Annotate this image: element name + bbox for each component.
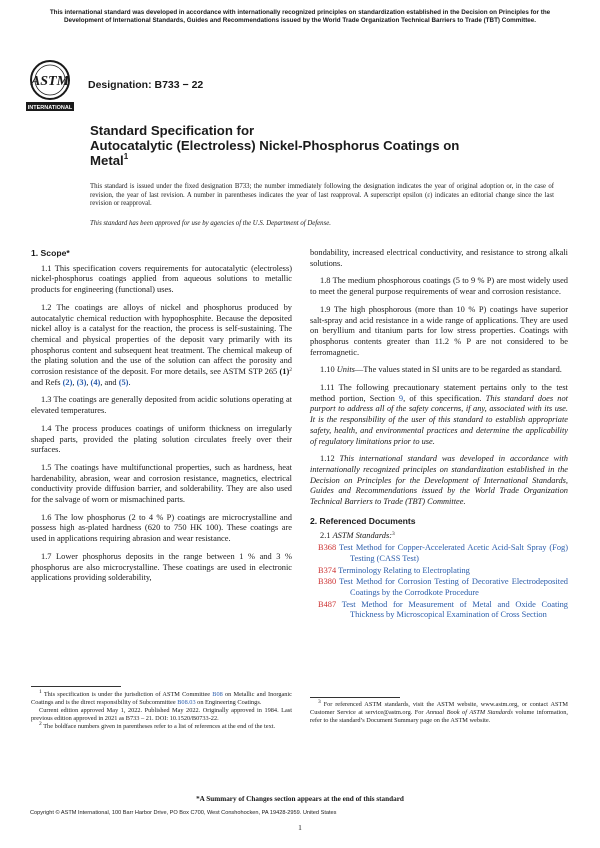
- paragraph-1-6: 1.6 The low phosphorus (2 to 4 % P) coatings are microcrystalline and possess high as-plated hardness (620 to 750 HK 100). These coatings are used in applications requiring abrasion and wear resistance.: [31, 512, 292, 544]
- title-line-3: Metal$^1$: [90, 152, 129, 169]
- copyright-line: Copyright © ASTM International, 100 Barr Harbor Drive, PO Box C700, West Conshohocken, PA 19428-2959. United States: [30, 810, 337, 816]
- top-notice: This international standard was developed in accordance with internationally recognized principles on standardization established in the Decision on Principles for the Development of International Standards, Guides and Recommendations issued by the World Trade Organization Technical Barriers to Trade (TBT) Committee.: [49, 9, 551, 25]
- ref-link[interactable]: (2): [62, 377, 73, 387]
- footnotes-right: [310, 701, 568, 725]
- logo-subtext: INTERNATIONAL: [27, 105, 73, 111]
- astm-standards-list: [310, 543, 568, 621]
- document-title: [90, 123, 540, 169]
- logo-text: ASTM: [30, 74, 70, 89]
- footnote-1-edition: Current edition approved May 1, 2022. Published May 2022. Originally approved in 1984. Last previous edition approved in 2021 as B733 – 21. DOI: 10.1520/B0733-22.: [31, 707, 292, 723]
- astm-logo: [24, 58, 76, 114]
- intro-note: This standard is issued under the fixed designation B733; the number immediately following the designation indicates the year of original adoption or, in the case of revision, the year of last revision. A number in parentheses indicates the year of last reapproval. A superscript epsilon (ε) indicates an editorial change since the last revision or reapproval.: [90, 183, 554, 208]
- paragraph-1-12: 1.12 This international standard was developed in accordance with internationally recognized principles on standardization established in the Decision on Principles for the Development of International Standards, Guides and Recommendations issued by the World Trade Organization Technical Barriers to Trade (TBT) Committee.: [310, 454, 568, 507]
- footnote-2: $^2$ The boldface numbers given in parentheses refer to a list of references at the end of the text.: [39, 721, 276, 731]
- footnote-3: $^3$ For referenced ASTM standards, visit the ASTM website, www.astm.org, or contact ASTM Customer Service at service@astm.org. For Annual Book of ASTM Standards volume information, refer to the standard’s Document Summary page on the ASTM website.: [310, 699, 568, 725]
- ref-link[interactable]: (1): [279, 367, 290, 377]
- standard-item[interactable]: B380 Test Method for Corrosion Testing of Decorative Electrodeposited Coatings by the Corrodkote Procedure: [318, 577, 568, 597]
- paragraph-1-7-continued: bondability, increased electrical conductivity, and resistance to strong alkali solutions.: [310, 248, 568, 268]
- paragraph-1-5: 1.5 The coatings have multifunctional properties, such as hardness, heat hardenability, abrasion, wear and corrosion resistance, magnetics, electrical conductivity provide diffusion barrier, and solderability. They are also used for the salvage of worn or mismachined parts.: [31, 462, 292, 505]
- title-line-2: Autocatalytic (Electroless) Nickel-Phosphorus Coatings on: [90, 138, 460, 154]
- paragraph-1-3: 1.3 The coatings are generally deposited from acidic solutions operating at elevated temperatures.: [31, 395, 292, 416]
- paragraph-1-9: 1.9 The high phosphorous (more than 10 % P) coatings have superior salt-spray and acid resistance in a wide range of applications. They are used on beryllium and titanium parts for low stress properties. Coatings with phosphorus contents greater than 11.2 % P are not considered to be ferromagnetic.: [310, 304, 568, 357]
- committee-link[interactable]: B08: [212, 691, 223, 698]
- paragraph-1-8: 1.8 The medium phosphorous coatings (5 to 9 % P) are most widely used to meet the general purpose requirements of wear and corrosion resistance.: [310, 276, 568, 297]
- paragraph-1-1: 1.1 This specification covers requirements for autocatalytic (electroless) nickel-phosphorus coatings applied from aqueous solutions to metallic products for engineering (functional) uses.: [31, 263, 292, 295]
- paragraph-2-1: 2.1 ASTM Standards:$^3$: [320, 531, 395, 541]
- ref-link[interactable]: (5): [118, 377, 129, 387]
- ref-link[interactable]: (4): [90, 377, 101, 387]
- section-heading-referenced-documents: 2. Referenced Documents: [310, 515, 416, 526]
- standard-item[interactable]: B487 Test Method for Measurement of Metal and Oxide Coating Thickness by Microscopical Examination of Cross Section: [318, 599, 568, 620]
- ref-link[interactable]: (3): [76, 377, 87, 387]
- footnote-rule: [31, 686, 121, 687]
- footnotes-left: [31, 691, 292, 731]
- title-footnote-mark[interactable]: 1: [123, 152, 129, 162]
- paragraph-1-4: 1.4 The process produces coatings of uniform thickness on irregularly shaped parts, provided the plating solution circulates freely over their surfaces.: [31, 423, 292, 455]
- paragraph-1-11: 1.11 The following precautionary statement pertains only to the test method portion, Section 9, of this specification. This standard does not purport to address all of the safety concerns, if any, associated with its use. It is the responsibility of the user of this standard to establish appropriate safety, health, and environmental practices and determine the applicability of regulatory limitations prior to use.: [310, 383, 568, 446]
- section-link[interactable]: 9: [398, 393, 404, 403]
- footnote-rule: [310, 697, 400, 698]
- right-column: [310, 248, 568, 622]
- section-heading-scope: 1. Scope*: [31, 248, 70, 258]
- designation: Designation: B733 − 22: [88, 79, 204, 91]
- title-line-1: Standard Specification for: [90, 123, 255, 138]
- footnote-1: $^1$ This specification is under the jurisdiction of ASTM Committee B08 on Metallic and Inorganic Coatings and is the direct responsibility of Subcommittee B08.03 on Engineering Coatings.: [31, 689, 292, 707]
- paragraph-1-7: 1.7 Lower phosphorus deposits in the range between 1 % and 3 % phosphorus are also microcrystalline. These coatings are used in electronic applications providing solderability,: [31, 551, 292, 583]
- page-number: 1: [298, 823, 302, 832]
- paragraph-1-10: 1.10 Units—The values stated in SI units are to be regarded as standard.: [320, 365, 562, 375]
- summary-of-changes-note: *A Summary of Changes section appears at the end of this standard: [196, 795, 404, 803]
- left-column: [31, 248, 292, 591]
- subcommittee-link[interactable]: B08.03: [177, 699, 196, 707]
- standard-item[interactable]: B374 Terminology Relating to Electroplating: [318, 565, 470, 575]
- standard-item[interactable]: B368 Test Method for Copper-Accelerated Acetic Acid-Salt Spray (Fog) Testing (CASS Test): [318, 543, 568, 563]
- paragraph-1-2: 1.2 The coatings are alloys of nickel and phosphorus produced by autocatalytic chemical reduction with hypophosphite. Because the deposited nickel alloy is a catalyst for the reaction, the process is self-sustaining. The chemical and physical properties of the deposit vary primarily with its phosphorus content and subsequent heat treatment. The chemical makeup of the plating solution and the use of the solution can affect the porosity and corrosion resistance of the deposit. For more details, see ASTM STP 265 $(1)^2$ and Refs (2), (3), (4), and (5).: [31, 302, 292, 387]
- dod-approval-note: This standard has been approved for use by agencies of the U.S. Department of Defense.: [90, 220, 331, 227]
- footnote-mark[interactable]: 2: [289, 367, 292, 374]
